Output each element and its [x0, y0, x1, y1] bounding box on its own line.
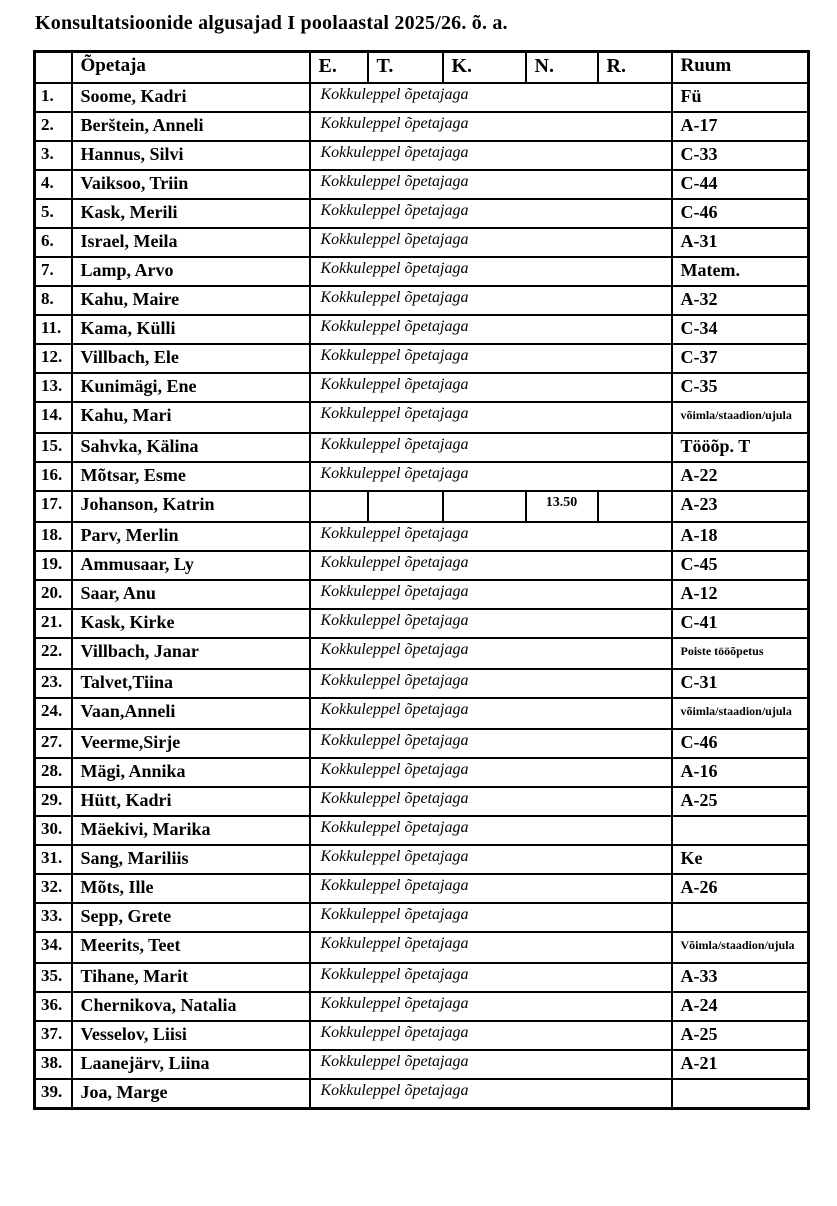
teacher-name: Meerits, Teet: [72, 932, 310, 963]
table-row: [35, 344, 809, 373]
teacher-name: Lamp, Arvo: [72, 257, 310, 286]
room-cell: A-31: [672, 228, 809, 257]
row-number: 3.: [35, 141, 72, 170]
table-row: [35, 903, 809, 932]
row-number: 13.: [35, 373, 72, 402]
teacher-name: Mõts, Ille: [72, 874, 310, 903]
teacher-name: Kahu, Maire: [72, 286, 310, 315]
room-cell: C-41: [672, 609, 809, 638]
header-row: [35, 52, 809, 84]
table-row: [35, 932, 809, 963]
row-number: 17.: [35, 491, 72, 522]
teacher-name: Mägi, Annika: [72, 758, 310, 787]
table-row: [35, 1079, 809, 1109]
consultation-note-cell: Kokkuleppel õpetajaga: [310, 669, 672, 698]
row-number: 20.: [35, 580, 72, 609]
consultation-note-cell: Kokkuleppel õpetajaga: [310, 433, 672, 462]
row-number: 1.: [35, 83, 72, 112]
teacher-name: Kama, Külli: [72, 315, 310, 344]
table-row: [35, 609, 809, 638]
table-row: [35, 758, 809, 787]
consultation-note-cell: Kokkuleppel õpetajaga: [310, 816, 672, 845]
page-title: Konsultatsioonide algusajad I poolaastal 2025/26. õ. a.: [35, 12, 508, 34]
consultation-note-cell: Kokkuleppel õpetajaga: [310, 992, 672, 1021]
room-cell: C-31: [672, 669, 809, 698]
room-cell: [672, 1079, 809, 1109]
room-cell: C-44: [672, 170, 809, 199]
table-body: [35, 83, 809, 1109]
room-cell: [672, 816, 809, 845]
room-cell: võimla/staadion/ujula: [672, 698, 809, 729]
table-row: [35, 1021, 809, 1050]
teacher-name: Berštein, Anneli: [72, 112, 310, 141]
header-day-thursday: N.: [526, 52, 598, 84]
consultation-note-cell: Kokkuleppel õpetajaga: [310, 170, 672, 199]
teacher-name: Kask, Merili: [72, 199, 310, 228]
teacher-name: Hannus, Silvi: [72, 141, 310, 170]
teacher-name: Sepp, Grete: [72, 903, 310, 932]
room-cell: A-18: [672, 522, 809, 551]
room-cell: A-21: [672, 1050, 809, 1079]
row-number: 24.: [35, 698, 72, 729]
header-day-friday: R.: [598, 52, 672, 84]
header-teacher: Õpetaja: [72, 52, 310, 84]
room-cell: Fü: [672, 83, 809, 112]
table-row: [35, 729, 809, 758]
table-row: [35, 698, 809, 729]
room-cell: A-23: [672, 491, 809, 522]
row-number: 32.: [35, 874, 72, 903]
table-row: [35, 638, 809, 669]
room-cell: [672, 903, 809, 932]
consultation-note-cell: Kokkuleppel õpetajaga: [310, 402, 672, 433]
table-row: [35, 402, 809, 433]
table-row: [35, 1050, 809, 1079]
row-number: 37.: [35, 1021, 72, 1050]
teacher-name: Soome, Kadri: [72, 83, 310, 112]
table-row: [35, 433, 809, 462]
row-number: 11.: [35, 315, 72, 344]
consultation-schedule-table: [33, 50, 810, 1110]
table-row: [35, 963, 809, 992]
table-row: [35, 669, 809, 698]
room-cell: C-33: [672, 141, 809, 170]
consultation-note-cell: Kokkuleppel õpetajaga: [310, 609, 672, 638]
time-cell-monday: [310, 491, 368, 522]
table-row: [35, 141, 809, 170]
table-row: [35, 491, 809, 522]
consultation-note-cell: Kokkuleppel õpetajaga: [310, 344, 672, 373]
consultation-note-cell: Kokkuleppel õpetajaga: [310, 551, 672, 580]
consultation-note-cell: Kokkuleppel õpetajaga: [310, 373, 672, 402]
consultation-note-cell: Kokkuleppel õpetajaga: [310, 1021, 672, 1050]
teacher-name: Mõtsar, Esme: [72, 462, 310, 491]
room-cell: C-45: [672, 551, 809, 580]
time-cell-tuesday: [368, 491, 443, 522]
teacher-name: Sang, Mariliis: [72, 845, 310, 874]
teacher-name: Kask, Kirke: [72, 609, 310, 638]
room-cell: C-46: [672, 199, 809, 228]
row-number: 2.: [35, 112, 72, 141]
teacher-name: Sahvka, Kälina: [72, 433, 310, 462]
row-number: 21.: [35, 609, 72, 638]
table-row: [35, 257, 809, 286]
consultation-note-cell: Kokkuleppel õpetajaga: [310, 758, 672, 787]
teacher-name: Veerme,Sirje: [72, 729, 310, 758]
row-number: 33.: [35, 903, 72, 932]
teacher-name: Joa, Marge: [72, 1079, 310, 1109]
row-number: 39.: [35, 1079, 72, 1109]
consultation-note-cell: Kokkuleppel õpetajaga: [310, 1050, 672, 1079]
room-cell: Poiste tööõpetus: [672, 638, 809, 669]
table-row: [35, 816, 809, 845]
row-number: 22.: [35, 638, 72, 669]
teacher-name: Mäekivi, Marika: [72, 816, 310, 845]
consultation-note-cell: Kokkuleppel õpetajaga: [310, 874, 672, 903]
teacher-name: Parv, Merlin: [72, 522, 310, 551]
table-row: [35, 845, 809, 874]
table-row: [35, 83, 809, 112]
row-number: 30.: [35, 816, 72, 845]
consultation-note-cell: Kokkuleppel õpetajaga: [310, 228, 672, 257]
room-cell: A-12: [672, 580, 809, 609]
consultation-note-cell: Kokkuleppel õpetajaga: [310, 638, 672, 669]
table-row: [35, 170, 809, 199]
row-number: 18.: [35, 522, 72, 551]
table-row: [35, 199, 809, 228]
table-row: [35, 580, 809, 609]
table-row: [35, 112, 809, 141]
room-cell: A-32: [672, 286, 809, 315]
row-number: 36.: [35, 992, 72, 1021]
consultation-note-cell: Kokkuleppel õpetajaga: [310, 83, 672, 112]
consultation-note-cell: Kokkuleppel õpetajaga: [310, 112, 672, 141]
table-row: [35, 462, 809, 491]
row-number: 7.: [35, 257, 72, 286]
row-number: 28.: [35, 758, 72, 787]
row-number: 29.: [35, 787, 72, 816]
room-cell: A-24: [672, 992, 809, 1021]
row-number: 5.: [35, 199, 72, 228]
table-row: [35, 228, 809, 257]
consultation-note-cell: Kokkuleppel õpetajaga: [310, 963, 672, 992]
consultation-note-cell: Kokkuleppel õpetajaga: [310, 522, 672, 551]
table-row: [35, 874, 809, 903]
teacher-name: Hütt, Kadri: [72, 787, 310, 816]
teacher-name: Vaan,Anneli: [72, 698, 310, 729]
row-number: 19.: [35, 551, 72, 580]
table-row: [35, 373, 809, 402]
table-row: [35, 522, 809, 551]
teacher-name: Villbach, Janar: [72, 638, 310, 669]
consultation-note-cell: Kokkuleppel õpetajaga: [310, 698, 672, 729]
room-cell: A-17: [672, 112, 809, 141]
table-row: [35, 992, 809, 1021]
teacher-name: Laanejärv, Liina: [72, 1050, 310, 1079]
teacher-name: Vaiksoo, Triin: [72, 170, 310, 199]
consultation-note-cell: Kokkuleppel õpetajaga: [310, 286, 672, 315]
teacher-name: Vesselov, Liisi: [72, 1021, 310, 1050]
room-cell: A-25: [672, 787, 809, 816]
teacher-name: Talvet,Tiina: [72, 669, 310, 698]
room-cell: C-35: [672, 373, 809, 402]
header-day-tuesday: T.: [368, 52, 443, 84]
teacher-name: Kahu, Mari: [72, 402, 310, 433]
teacher-name: Tihane, Marit: [72, 963, 310, 992]
table-row: [35, 787, 809, 816]
room-cell: Ke: [672, 845, 809, 874]
consultation-note-cell: Kokkuleppel õpetajaga: [310, 787, 672, 816]
table-row: [35, 286, 809, 315]
room-cell: Tööõp. T: [672, 433, 809, 462]
consultation-note-cell: Kokkuleppel õpetajaga: [310, 903, 672, 932]
time-cell-thursday: 13.50: [526, 491, 598, 522]
room-cell: C-34: [672, 315, 809, 344]
header-day-monday: E.: [310, 52, 368, 84]
consultation-note-cell: Kokkuleppel õpetajaga: [310, 729, 672, 758]
consultation-note-cell: Kokkuleppel õpetajaga: [310, 257, 672, 286]
room-cell: C-46: [672, 729, 809, 758]
row-number: 38.: [35, 1050, 72, 1079]
table-row: [35, 551, 809, 580]
room-cell: võimla/staadion/ujula: [672, 402, 809, 433]
room-cell: A-33: [672, 963, 809, 992]
row-number: 14.: [35, 402, 72, 433]
room-cell: A-22: [672, 462, 809, 491]
row-number: 27.: [35, 729, 72, 758]
consultation-note-cell: Kokkuleppel õpetajaga: [310, 462, 672, 491]
room-cell: Võimla/staadion/ujula: [672, 932, 809, 963]
table-row: [35, 315, 809, 344]
consultation-note-cell: Kokkuleppel õpetajaga: [310, 932, 672, 963]
row-number: 12.: [35, 344, 72, 373]
row-number: 15.: [35, 433, 72, 462]
row-number: 34.: [35, 932, 72, 963]
teacher-name: Villbach, Ele: [72, 344, 310, 373]
room-cell: C-37: [672, 344, 809, 373]
row-number: 31.: [35, 845, 72, 874]
teacher-name: Saar, Anu: [72, 580, 310, 609]
consultation-note-cell: Kokkuleppel õpetajaga: [310, 580, 672, 609]
row-number: 35.: [35, 963, 72, 992]
consultation-note-cell: Kokkuleppel õpetajaga: [310, 315, 672, 344]
consultation-note-cell: Kokkuleppel õpetajaga: [310, 1079, 672, 1109]
header-room: Ruum: [672, 52, 809, 84]
header-day-wednesday: K.: [443, 52, 526, 84]
row-number: 4.: [35, 170, 72, 199]
teacher-name: Kunimägi, Ene: [72, 373, 310, 402]
row-number: 6.: [35, 228, 72, 257]
teacher-name: Israel, Meila: [72, 228, 310, 257]
consultation-note-cell: Kokkuleppel õpetajaga: [310, 141, 672, 170]
teacher-name: Ammusaar, Ly: [72, 551, 310, 580]
room-cell: A-26: [672, 874, 809, 903]
teacher-name: Johanson, Katrin: [72, 491, 310, 522]
room-cell: Matem.: [672, 257, 809, 286]
header-number-column: [35, 52, 72, 84]
consultation-note-cell: Kokkuleppel õpetajaga: [310, 845, 672, 874]
room-cell: A-16: [672, 758, 809, 787]
teacher-name: Chernikova, Natalia: [72, 992, 310, 1021]
consultation-note-cell: Kokkuleppel õpetajaga: [310, 199, 672, 228]
time-cell-friday: [598, 491, 672, 522]
row-number: 23.: [35, 669, 72, 698]
time-cell-wednesday: [443, 491, 526, 522]
row-number: 8.: [35, 286, 72, 315]
room-cell: A-25: [672, 1021, 809, 1050]
row-number: 16.: [35, 462, 72, 491]
